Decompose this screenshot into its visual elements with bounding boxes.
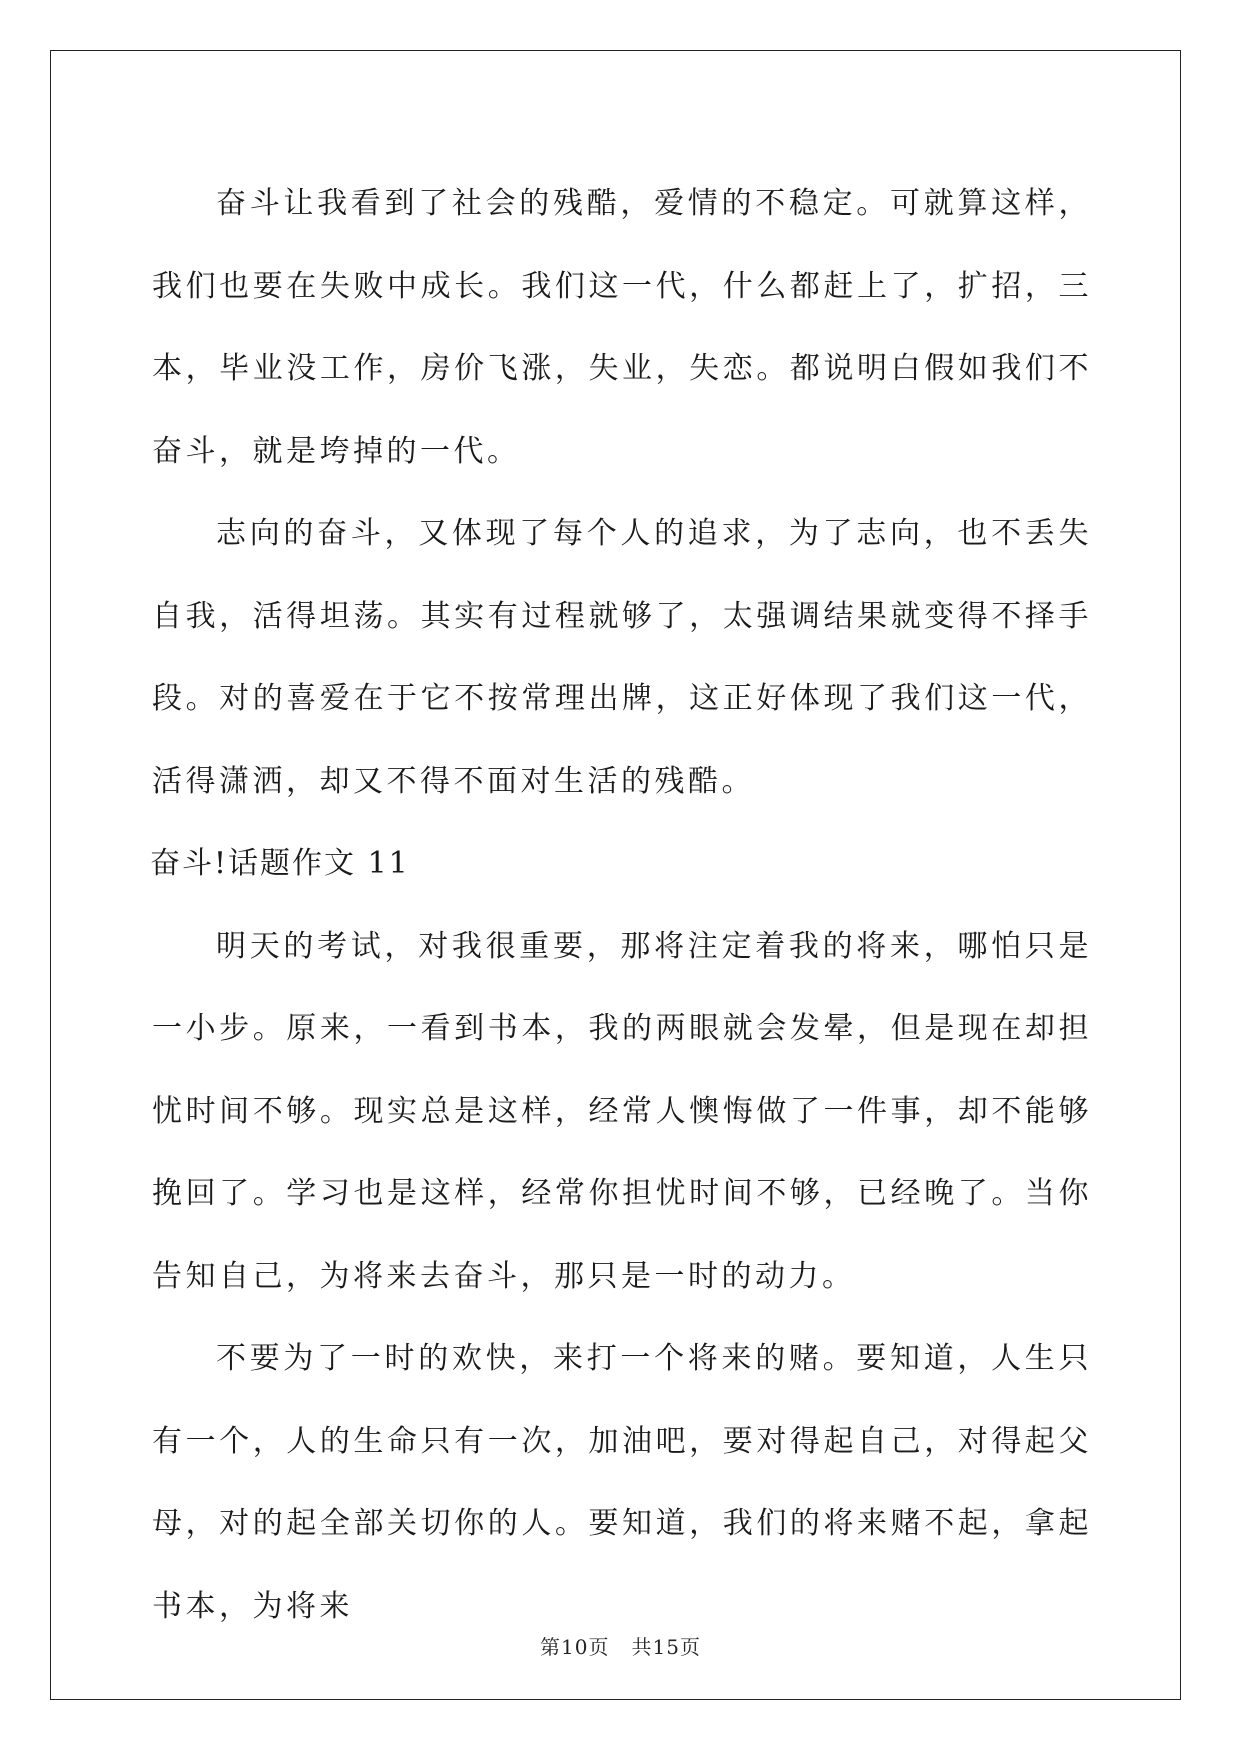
page-total: 共15页 — [631, 1635, 701, 1659]
document-body — [152, 163, 1092, 1648]
page-footer — [0, 1631, 1241, 1660]
paragraph: 不要为了一时的欢快，来打一个将来的赌。要知道，人生只有一个，人的生命只有一次，加油吧，要对得起自己，对得起父母，对的起全部关切你的人。要知道，我们的将来赌不起，拿起书本，为将来 — [152, 1341, 1092, 1624]
page-number: 第10页 — [540, 1635, 610, 1659]
section-heading: 奋斗!话题作文 11 — [150, 846, 410, 881]
paragraph: 志向的奋斗，又体现了每个人的追求，为了志向，也不丢失自我，活得坦荡。其实有过程就够了，太强调结果就变得不择手段。对的喜爱在于它不按常理出牌，这正好体现了我们这一代，活得潇洒，却又不得不面对生活的残酷。 — [152, 516, 1092, 799]
paragraph: 奋斗让我看到了社会的残酷，爱情的不稳定。可就算这样，我们也要在失败中成长。我们这一代，什么都赶上了，扩招，三本，毕业没工作，房价飞涨，失业，失恋。都说明白假如我们不奋斗，就是垮掉的一代。 — [152, 186, 1092, 469]
paragraph: 明天的考试，对我很重要，那将注定着我的将来，哪怕只是一小步。原来，一看到书本，我的两眼就会发晕，但是现在却担忧时间不够。现实总是这样，经常人懊悔做了一件事，却不能够挽回了。学习也是这样，经常你担忧时间不够，已经晚了。当你告知自己，为将来去奋斗，那只是一时的动力。 — [152, 928, 1092, 1294]
